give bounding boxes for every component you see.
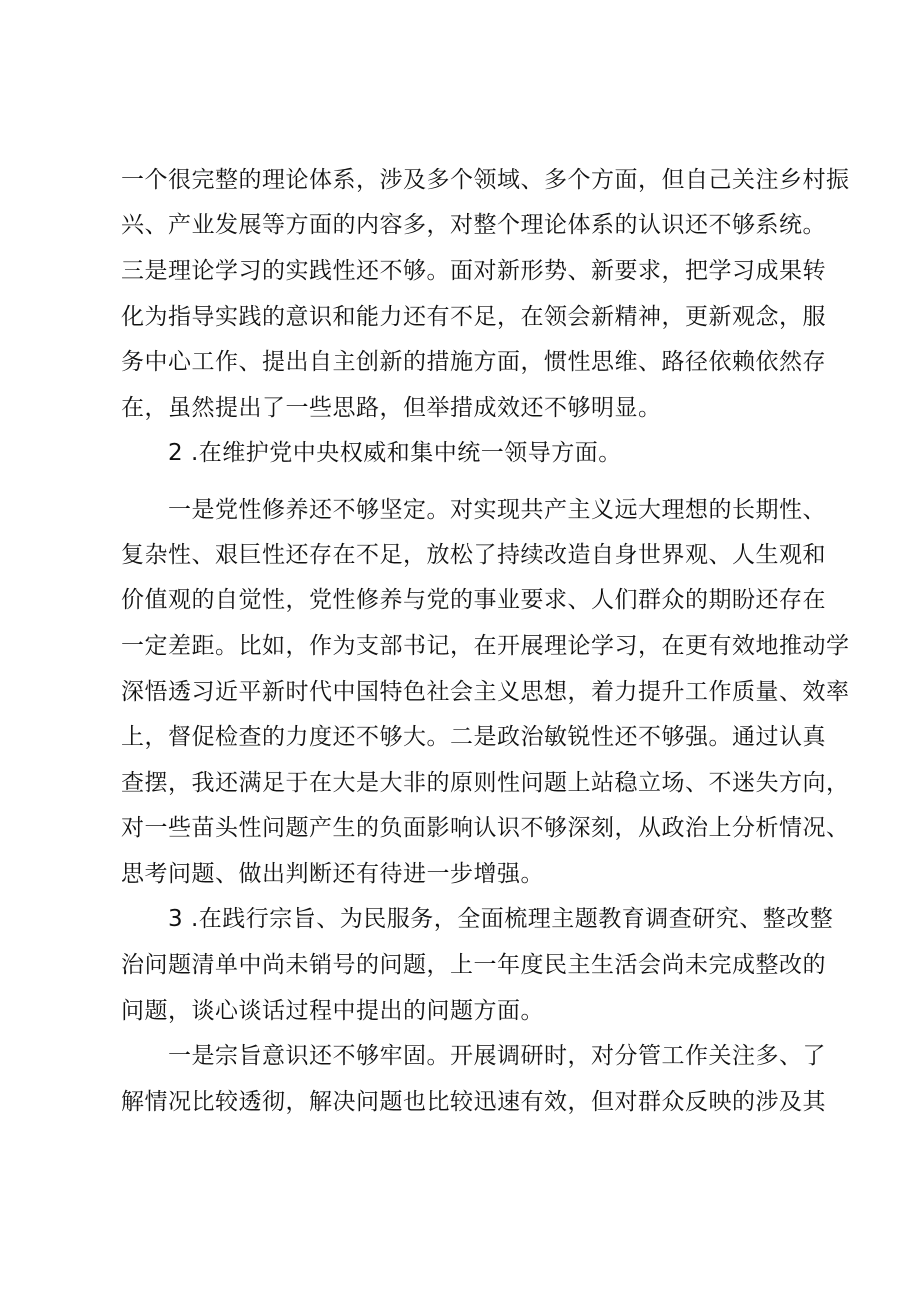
text-line: 价值观的自觉性，党性修养与党的事业要求、人们群众的期盼还存在 [121,587,826,613]
text-line: 解情况比较透彻，解决问题也比较迅速有效，但对群众反映的涉及其 [121,1089,826,1115]
text-line: 思考问题、做出判断还有待进一步增强。 [121,861,544,887]
text-line: 化为指导实践的意识和能力还有不足，在领会新精神，更新观念，服 [121,304,826,330]
text-line: 一是党性修养还不够坚定。对实现共产主义远大理想的长期性、 [168,497,826,523]
text-line: 对一些苗头性问题产生的负面影响认识不够深刻，从政治上分析情况、 [121,815,850,841]
section-heading: 2 .在维护党中央权威和集中统一领导方面。 [168,440,622,466]
text-line: 上，督促检查的力度还不够大。二是政治敏锐性还不够强。通过认真 [121,724,826,750]
text-line: 务中心工作、提出自主创新的措施方面，惯性思维、路径依赖依然存 [121,349,826,375]
text-line: 在，虽然提出了一些思路，但举措成效还不够明显。 [121,395,662,421]
text-line: 治问题清单中尚未销号的问题，上一年度民主生活会尚未完成整改的 [121,952,826,978]
text-line: 一个很完整的理论体系，涉及多个领域、多个方面，但自己关注乡村振 [121,167,850,193]
text-line: 一是宗旨意识还不够牢固。开展调研时，对分管工作关注多、了 [168,1043,826,1069]
text-line: 一定差距。比如，作为支部书记，在开展理论学习，在更有效地推动学 [121,633,850,659]
text-line: 三是理论学习的实践性还不够。面对新形势、新要求，把学习成果转 [121,258,826,284]
text-line: 问题，谈心谈话过程中提出的问题方面。 [121,998,544,1024]
text-line: 深悟透习近平新时代中国特色社会主义思想，着力提升工作质量、效率 [121,679,850,705]
text-line: 查摆，我还满足于在大是大非的原则性问题上站稳立场、不迷失方向， [121,770,850,796]
text-line: 复杂性、艰巨性还存在不足，放松了持续改造自身世界观、人生观和 [121,542,826,568]
section-heading: 3 .在践行宗旨、为民服务，全面梳理主题教育调查研究、整改整 [168,906,834,932]
text-line: 兴、产业发展等方面的内容多，对整个理论体系的认识还不够系统。 [121,212,826,238]
